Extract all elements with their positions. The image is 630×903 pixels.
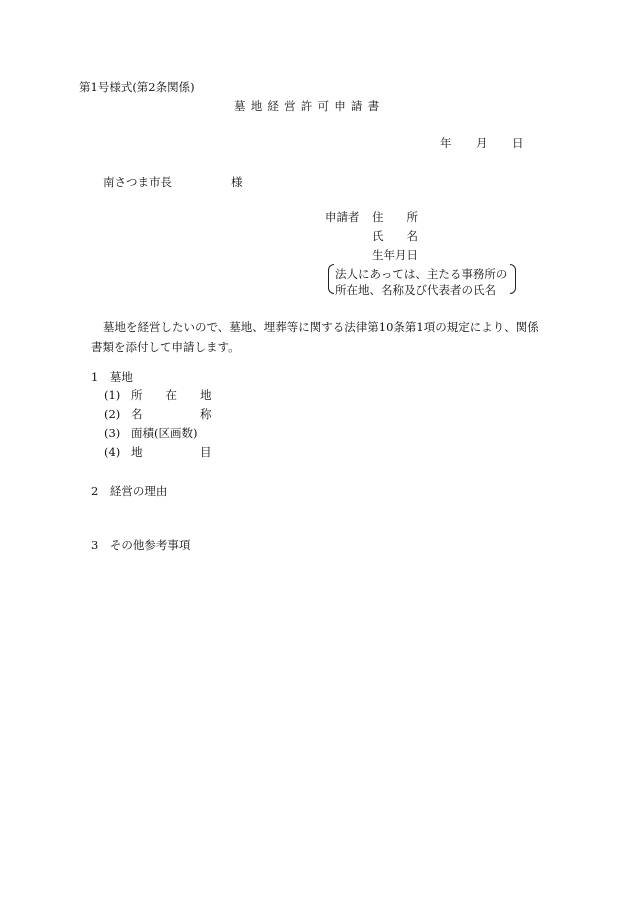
- section-2-heading: 2 経営の理由: [91, 484, 168, 498]
- section-3-heading: 3 その他参考事項: [91, 538, 191, 552]
- applicant-birthdate-label: 生年月日: [372, 248, 418, 262]
- application-statement: 墓地を経営したいので、墓地、埋葬等に関する法律第10条第1項の規定により、関係書類を添付して申請します。: [91, 320, 539, 354]
- item-number: (4): [104, 445, 121, 459]
- corporate-note: [335, 266, 507, 298]
- form-number: 第1号様式(第2条関係): [79, 80, 195, 94]
- item-label: 地 目: [131, 445, 212, 459]
- applicant-label: 申請者: [325, 210, 360, 224]
- date-year: 年: [440, 136, 452, 150]
- date-day: 日: [512, 136, 524, 150]
- item-number: (1): [104, 388, 121, 402]
- item-number: (3): [104, 426, 121, 440]
- addressee-honorific: 様: [231, 175, 243, 189]
- note-bracket-right: [510, 264, 516, 294]
- item-label: 名 称: [131, 407, 212, 421]
- section-1-heading: 1 墓地: [91, 370, 133, 384]
- addressee-name: 南さつま市長: [103, 175, 172, 189]
- date-month: 月: [476, 136, 488, 150]
- item-number: (2): [104, 407, 121, 421]
- corporate-note-line2: 所在地、名称及び代表者の氏名: [335, 283, 496, 297]
- corporate-note-line1: 法人にあっては、主たる事務所の: [335, 267, 508, 281]
- applicant-address-label: 住 所: [372, 210, 418, 224]
- note-bracket-left: [328, 264, 334, 294]
- applicant-name-label: 氏 名: [372, 229, 418, 243]
- document-title: 墓地経営許可申請書: [234, 99, 385, 113]
- item-label: 面積(区画数): [131, 426, 198, 440]
- item-label: 所 在 地: [131, 388, 212, 402]
